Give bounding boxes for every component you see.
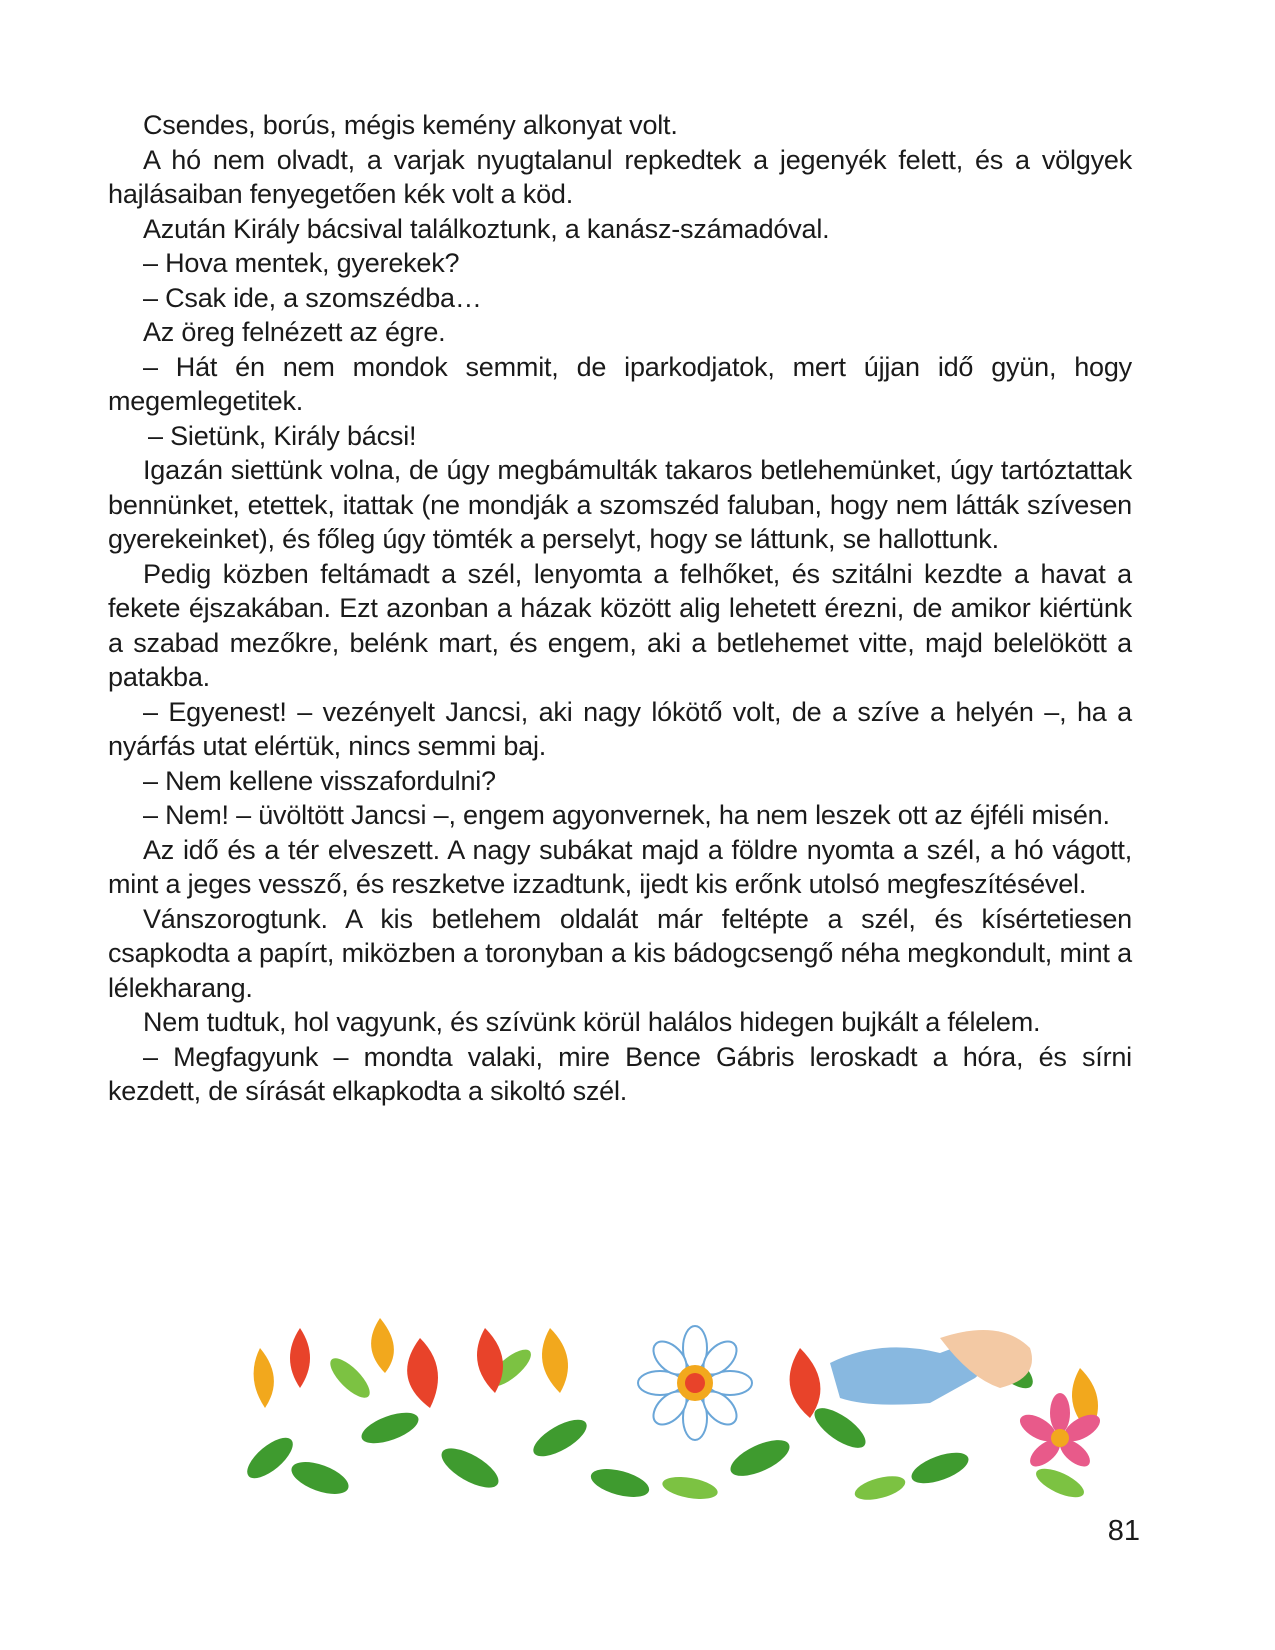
paragraph: – Csak ide, a szomszédba… [143, 282, 482, 313]
paragraph: Pedig közben feltámadt a szél, lenyomta a felhőket, és szitálni kezdte a havat a fekete éjszakában. Ezt azonban a házak között alig lehetett érezni, de amikor kiértünk a szabad mezőkre, belénk mart, és engem, aki a betlehemet vitte, majd belelökött a patakba. [108, 558, 1132, 692]
paragraph: – Sietünk, Király bácsi! [148, 420, 417, 451]
paragraph: Vánszorogtunk. A kis betlehem oldalát már feltépte a szél, és kísértetiesen csapkodta a papírt, miközben a toronyban a kis bádogcsengő néha megkondult, mint a lélekharang. [108, 903, 1132, 1003]
paragraph: – Hát én nem mondok semmit, de iparkodjatok, mert újjan idő gyün, hogy megemlegetitek. [108, 351, 1132, 416]
paragraph: Az idő és a tér elveszett. A nagy subákat majd a földre nyomta a szél, a hó vágott, mint a jeges vessző, és reszketve izzadtunk, ijedt kis erőnk utolsó megfeszítésével. [108, 834, 1132, 899]
paragraph: – Hova mentek, gyerekek? [143, 248, 460, 278]
story-text [108, 108, 1132, 1109]
paragraph: – Nem kellene visszafordulni? [143, 765, 496, 796]
folk-art-flower-border-icon [240, 1308, 1135, 1508]
paragraph: Csendes, borús, mégis kemény alkonyat volt. [143, 110, 678, 140]
paragraph: – Nem! – üvöltött Jancsi –, engem agyonvernek, ha nem leszek ott az éjféli misén. [143, 800, 1110, 830]
paragraph: A hó nem olvadt, a varjak nyugtalanul repkedtek a jegenyék felett, és a völgyek hajlásaiban fenyegetően kék volt a köd. [108, 144, 1132, 209]
paragraph: – Megfagyunk – mondta valaki, mire Bence Gábris leroskadt a hóra, és sírni kezdett, de sírását elkapkodta a sikoltó szél. [108, 1041, 1132, 1106]
paragraph: Azután Király bácsival találkoztunk, a kanász-számadóval. [143, 213, 830, 244]
paragraph: – Egyenest! – vezényelt Jancsi, aki nagy lókötő volt, de a szíve a helyén –, ha a nyárfás utat elértük, nincs semmi baj. [108, 696, 1132, 761]
paragraph: Igazán siettünk volna, de úgy megbámulták takaros betlehemünket, úgy tartóztattak bennünket, etettek, itattak (ne mondják a szomszéd faluban, hogy nem látták szívesen gyerekeinket), és főleg úgy tömték a perselyt, hogy se láttunk, se hallottunk. [108, 455, 1132, 554]
paragraph: Az öreg felnézett az égre. [143, 317, 446, 347]
page-number: 81 [1107, 1515, 1140, 1547]
paragraph: Nem tudtuk, hol vagyunk, és szívünk körül halálos hidegen bujkált a félelem. [143, 1007, 1041, 1037]
